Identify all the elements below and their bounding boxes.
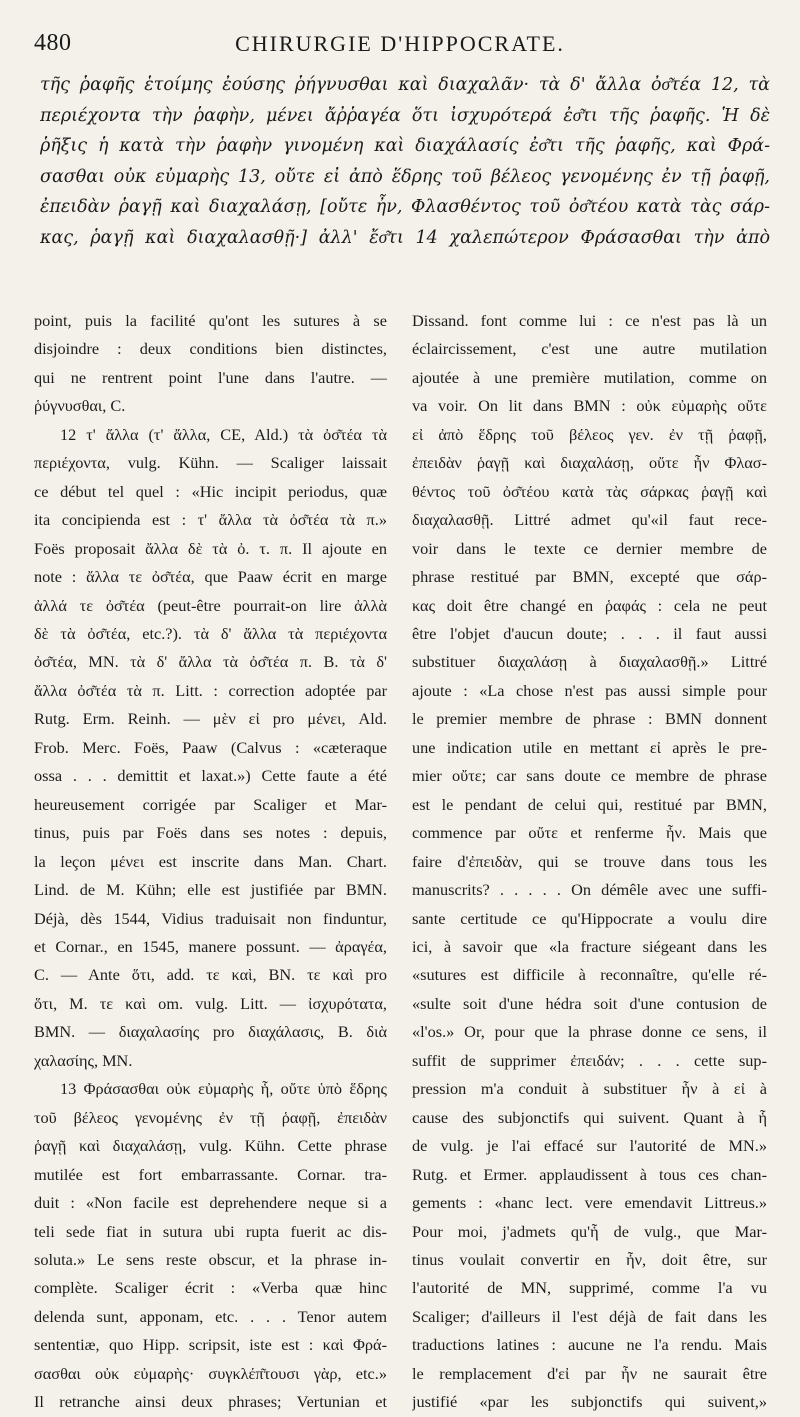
- note-line: περιέχοντα, vulg. Kühn. — Scaliger laissait: [34, 453, 387, 473]
- footnote-13-start: 13 Φράσασθαι οὐκ εὐμαρὴς ἧ, οὔτε ὑπὸ ἕδρης: [60, 1079, 387, 1099]
- note-line: ce début tel quel : «Hic incipit periodus, quæ: [34, 481, 387, 501]
- note-line: traductions latines : aucune ne l'a rendu. Mais: [412, 1335, 767, 1355]
- note-line: ἐπειδὰν ῥαγῇ καὶ διαχαλάσῃ, οὔτε ἦν Φλασ-: [412, 453, 767, 473]
- note-line: mutilée est fort embarrassante. Cornar. tra-: [34, 1164, 387, 1184]
- note-line: διαχαλασθῇ. Littré admet qu'«il faut rece-: [412, 510, 767, 530]
- note-line: substituer διαχαλάσῃ à διαχαλασθῇ.» Littré: [412, 652, 767, 672]
- note-line: disjoindre : deux conditions bien distinctes,: [34, 339, 387, 359]
- note-line: qui ne rentrent point l'une dans l'autre. —: [34, 367, 387, 387]
- note-line: tinus, puis par Foës dans ses notes : depuis,: [34, 823, 387, 843]
- note-line: Dissand. font comme lui : ce n'est pas là un: [412, 311, 767, 330]
- note-line: point, puis la facilité qu'ont les sutures à se: [34, 311, 387, 330]
- note-line: τοῦ βέλεος γενομένης ἐν τῇ ῥαφῇ, ἐπειδὰν: [34, 1107, 387, 1127]
- note-line: note : ἄλλα τε ὀσ͂τέα, que Paaw écrit en marge: [34, 567, 387, 587]
- page-number: 480: [34, 30, 72, 56]
- note-line: Lind. de M. Kühn; elle est justifiée par BMN.: [34, 880, 387, 900]
- note-line: de vulg. je l'ai effacé sur l'autorité de MN.»: [412, 1136, 767, 1156]
- note-line: ita concipienda est : τ' ἄλλα τὰ ὀσ͂τέα τὰ π.»: [34, 510, 387, 530]
- divider: [40, 292, 770, 293]
- note-line: θέντος τοῦ ὀσ͂τέου κατὰ τὰς σάρκας ῥαγῇ καὶ: [412, 481, 767, 501]
- note-line: «l'os.» Or, pour que la phrase donne ce sens, il: [412, 1022, 767, 1042]
- note-line: ἀλλά τε ὀσ͂τέα (peut-être pourrait-on lire ἀλλὰ: [34, 595, 387, 615]
- main-text-line: περιέχοντα τὴν ῥαφὴν, μένει ἄῤῥαγέα ὅτι ἰσχυρότερά ἐσ͂τι τῆς ῥαφῆς. Ἡ δὲ: [40, 105, 770, 126]
- note-line: sententiæ, quo Hipp. scripsit, iste est : καὶ Φρά-: [34, 1335, 387, 1355]
- note-line: phrase restitué par BMN, excepté que σάρ-: [412, 567, 767, 587]
- note-line: BMN. — διαχαλασίης pro διαχάλασις, B. διὰ: [34, 1022, 387, 1042]
- note-line: la leçon μένει est inscrite dans Man. Chart.: [34, 851, 387, 871]
- note-line: ici, à savoir que «la fracture siégeant dans les: [412, 936, 767, 956]
- note-line: Rutg. Erm. Reinh. — μὲν εἰ pro μένει, Ald.: [34, 709, 387, 729]
- note-line: Pour moi, j'admets qu'ἧ de vulg., que Mar-: [412, 1221, 767, 1241]
- note-line: gements : «hanc lect. vere emendavit Littreus.»: [412, 1193, 767, 1213]
- footnote-12-start: 12 τ' ἄλλα (τ' ἄλλα, CE, Ald.) τὰ ὀσ͂τέα τὰ: [60, 424, 387, 444]
- main-text-line: σασθαι οὐκ εὐμαρὴς 13, οὔτε εἰ ἀπὸ ἕδρης τοῦ βέλεος γενομένης ἐν τῇ ῥαφῇ,: [40, 166, 770, 187]
- note-line: voir dans le texte ce dernier membre de: [412, 538, 767, 558]
- note-line: Scaliger; d'ailleurs il l'est déjà de fait dans les: [412, 1306, 767, 1326]
- note-line: Foës proposait ἄλλα δὲ τὰ ὀ. τ. π. Il ajoute en: [34, 538, 387, 558]
- notes-right-column: [412, 307, 767, 1417]
- main-text-line: ἐπειδὰν ῥαγῇ καὶ διαχαλάσῃ, [οὔτε ἦν, Φλασθέντος τοῦ ὀσ͂τέου κατὰ τὰς σάρ-: [40, 197, 770, 218]
- note-line: «sutures est difficile à reconnaître, qu'elle ré-: [412, 965, 767, 985]
- note-line: complète. Scaliger écrit : «Verba quæ hinc: [34, 1278, 387, 1298]
- note-line: heureusement corrigée par Scaliger et Mar-: [34, 794, 387, 814]
- note-line: δὲ τὰ ὀσ͂τέα, etc.?). τὰ δ' ἄλλα τὰ περιέχοντα: [34, 623, 387, 643]
- note-line: va voir. On lit dans BMN : οὐκ εὐμαρὴς οὔτε: [412, 396, 767, 416]
- note-line: tinus voulait convertir en ἦν, doit être, sur: [412, 1249, 767, 1269]
- note-line: Déjà, dès 1544, Vidius traduisait non finduntur,: [34, 908, 387, 928]
- note-line: Rutg. et Ermer. applaudissent à tous ces chan-: [412, 1164, 767, 1184]
- note-line: suffit de supprimer ἐπειδάν; . . . cette sup-: [412, 1050, 767, 1070]
- note-line: teli sede fiat in sutura ubi rupta fuerit ac dis-: [34, 1221, 387, 1241]
- note-line: ajoutée à une première mutilation, comme on: [412, 367, 767, 387]
- running-head: [34, 28, 766, 58]
- note-line: est le pendant de celui qui, restitué par BMN,: [412, 794, 767, 814]
- note-line: χαλασίης, MN.: [34, 1050, 133, 1070]
- note-line: sante certitude ce qu'Hippocrate a voulu dire: [412, 908, 767, 928]
- note-line: εἰ ἀπὸ ἕδρης τοῦ βέλεος γεν. ἐν τῇ ῥαφῇ,: [412, 424, 767, 444]
- note-line: l'autorité de MN, supprimé, comme l'a vu: [412, 1278, 767, 1298]
- note-line: commence par οὔτε et renferme ἦν. Mais que: [412, 823, 767, 843]
- note-line: ῥαγῇ καὶ διαχαλάσῃ, vulg. Kühn. Cette phrase: [34, 1136, 387, 1156]
- note-line: ajoute : «La chose n'est pas aussi simple pour: [412, 680, 767, 700]
- note-line: le remplacement d'εἰ par ἦν ne saurait être: [412, 1363, 767, 1383]
- note-line: éclaircissement, c'est une autre mutilation: [412, 339, 767, 359]
- note-line: pression m'a conduit à substituer ἦν à εἰ à: [412, 1079, 767, 1099]
- note-line: Frob. Merc. Foës, Paaw (Calvus : «cæteraque: [34, 737, 387, 757]
- note-line: et Cornar., en 1545, manere possunt. — ἀραγέα,: [34, 936, 387, 956]
- note-line: κας doit être changé en ῥαφάς : cela ne peut: [412, 595, 767, 615]
- note-line: manuscrits? . . . . . On démêle avec une suffi-: [412, 880, 767, 900]
- note-line: C. — Ante ὅτι, add. τε καὶ, BN. τε καὶ pro: [34, 965, 387, 985]
- main-text-line: ῥῆξις ἡ κατὰ τὴν ῥαφὴν γινομένη καὶ διαχάλασίς ἐσ͂τι τῆς ῥαφῆς, καὶ Φρά-: [40, 136, 770, 157]
- note-line: Il retranche ainsi deux phrases; Vertunian et: [34, 1392, 387, 1412]
- running-title: CHIRURGIE D'HIPPOCRATE.: [235, 31, 565, 56]
- note-line: cause des subjonctifs qui suivent. Quant à ἧ: [412, 1107, 767, 1127]
- notes-left-column: [34, 307, 387, 1417]
- note-line: ὅτι, M. τε καὶ om. vulg. Litt. — ἰσχυρότατα,: [34, 993, 387, 1013]
- note-line: mier οὔτε; car sans doute ce membre de phrase: [412, 766, 767, 786]
- note-line: ossa . . . demittit et laxat.») Cette faute a été: [34, 766, 387, 786]
- note-line: ὀσ͂τέα, MN. τὰ δ' ἄλλα τὰ ὀσ͂τέα π. B. τὰ δ': [34, 652, 387, 672]
- note-line: le premier membre de phrase : BMN donnent: [412, 709, 767, 729]
- note-line: duit : «Non facile est deprehendere neque si a: [34, 1193, 387, 1213]
- note-line: ῥύγνυσθαι, C.: [34, 396, 126, 416]
- note-line: delenda sunt, apponam, etc. . . . Tenor autem: [34, 1306, 387, 1326]
- note-line: une indication utile en mettant εἰ après le pre-: [412, 737, 767, 757]
- note-line: ἄλλα ὀσ͂τέα τὰ π. Litt. : correction adoptée par: [34, 680, 387, 700]
- note-line: σασθαι οὐκ εὐμαρὴς· συγκλέπ͂τουσι γὰρ, etc.»: [34, 1363, 387, 1383]
- main-greek-text: [40, 70, 770, 254]
- note-line: faire d'ἐπειδὰν, qui se trouve dans tous les: [412, 851, 767, 871]
- note-line: être l'objet d'aucun doute; . . . il faut aussi: [412, 623, 767, 643]
- note-line: soluta.» Le sens reste obscur, et la phrase in-: [34, 1249, 387, 1269]
- main-text-line: κας, ῥαγῇ καὶ διαχαλασθῇ·] ἀλλ' ἔσ͂τι 14 χαλεπώτερον Φράσασθαι τὴν ἀπὸ: [40, 227, 770, 248]
- note-line: «sulte soit d'une hédra soit d'une contusion de: [412, 993, 767, 1013]
- main-text-line: τῆς ῥαφῆς ἑτοίμης ἐούσης ῥήγνυσθαι καὶ διαχαλᾶν· τὰ δ' ἄλλα ὀσ͂τέα 12, τὰ: [40, 75, 770, 95]
- note-line: justifié «par les subjonctifs qui suivent,»: [412, 1392, 767, 1412]
